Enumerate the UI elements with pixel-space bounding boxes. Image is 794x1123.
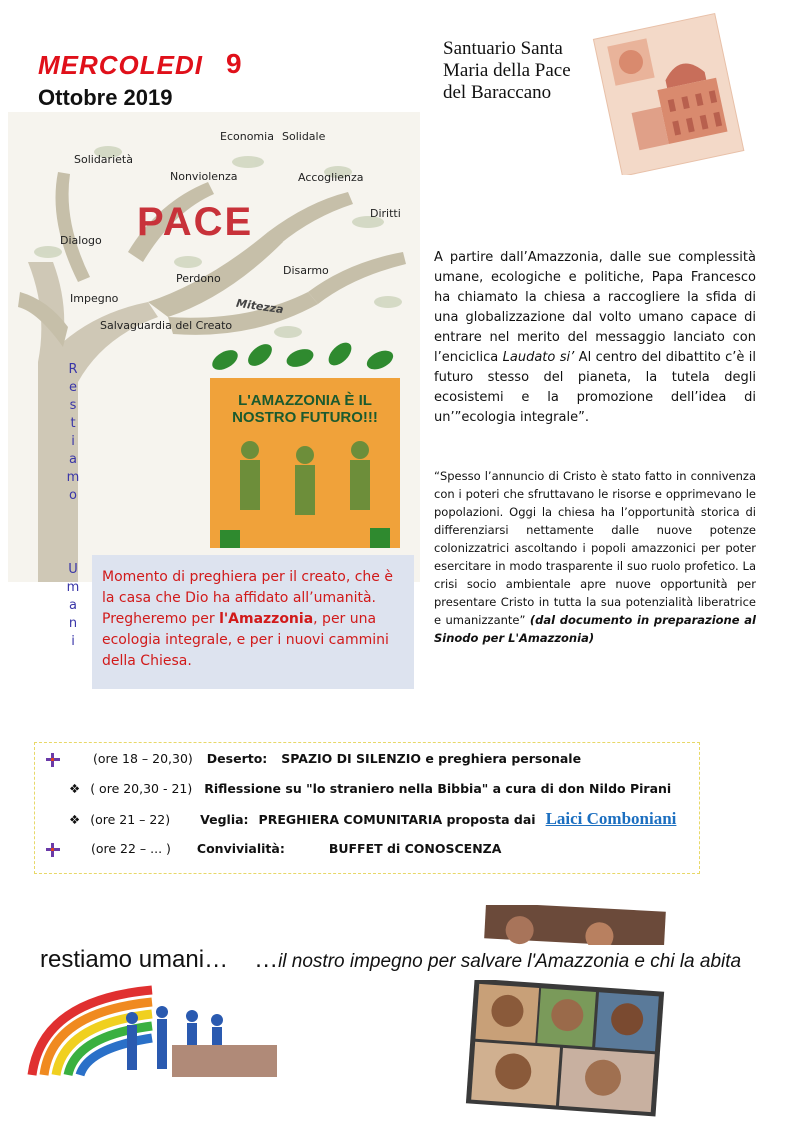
santuario-line-2: Maria della Pace	[443, 60, 571, 81]
intro-paragraph	[434, 248, 756, 428]
program-time: (ore 22 – ... )	[90, 841, 171, 856]
tree-word-salvaguardia: Salvaguardia del Creato	[100, 319, 233, 332]
santuario-title	[443, 38, 571, 104]
vertical-letter: i	[71, 434, 75, 449]
cross-bullet-icon	[45, 752, 61, 768]
vertical-letter: m	[66, 470, 80, 485]
footer-part-1: restiamo umani…	[40, 946, 229, 973]
vertical-letter: a	[69, 452, 77, 467]
pace-word: PACE	[137, 200, 254, 244]
tree-word-perdono: Perdono	[176, 272, 221, 285]
program-time: (ore 21 – 22)	[90, 812, 171, 827]
vertical-word-umani	[66, 561, 80, 651]
intro-text-a: A partire dall’Amazzonia, dalle sue complessità umane, ecologiche e politiche, Papa Francesco ha chiamato la chiesa a raccogliere la sfida di una globalizzazione dal volto umano capace di entrare nel merito del messaggio lanciato con l’enciclica	[434, 250, 756, 365]
vertical-letter: i	[71, 634, 75, 649]
tree-word-accoglienza: Accoglienza	[298, 171, 364, 184]
vertical-letter: t	[70, 416, 76, 431]
program-title: Deserto:	[206, 751, 268, 766]
tree-word-impegno: Impegno	[70, 292, 119, 305]
vertical-word-restiamo	[66, 361, 80, 505]
program-desc: BUFFET di CONOSCENZA	[328, 841, 502, 856]
cross-bullet-icon	[45, 842, 61, 858]
children-photo-top	[480, 905, 670, 945]
program-time: ( ore 20,30 - 21)	[90, 781, 193, 796]
santuario-line-1: Santuario Santa	[443, 38, 563, 59]
program-title: Convivialità:	[196, 841, 285, 856]
diamond-bullet-icon: ❖	[69, 781, 81, 796]
footer-slogan	[40, 946, 741, 974]
intro-italic: Laudato si’	[502, 350, 575, 365]
prayer-text	[102, 567, 408, 672]
quote-paragraph	[434, 467, 756, 647]
program-row-2	[69, 781, 671, 796]
tree-word-economia: Economia	[220, 130, 274, 143]
vertical-letter: n	[68, 616, 78, 631]
poster-title: L'AMAZZONIA È IL NOSTRO FUTURO!!!	[232, 392, 378, 426]
tree-word-mitezza: Mitezza	[235, 296, 285, 317]
program-row-3	[69, 809, 676, 829]
month-year: Ottobre 2019	[38, 85, 173, 110]
rainbow-people-logo	[22, 980, 282, 1080]
vertical-letter: U	[68, 562, 78, 577]
vertical-letter: s	[69, 398, 77, 413]
tree-word-dialogo: Dialogo	[60, 234, 102, 247]
poster-figures	[210, 430, 400, 548]
program-desc: PREGHIERA COMUNITARIA proposta dai	[258, 812, 536, 827]
program-row-1	[45, 751, 581, 768]
tree-word-diritti: Diritti	[370, 207, 401, 220]
program-row-4	[45, 841, 501, 858]
children-photo-collage	[465, 980, 670, 1117]
prayer-highlight: l'Amazzonia	[219, 611, 314, 627]
vertical-letter: a	[69, 598, 77, 613]
intro-text-b: Al centro del dibattito c’è il futuro stesso del pianeta, la tutela degli ecosistemi e la promozione dell’idea di un’”ecologia integrale”.	[434, 350, 756, 425]
quote-source: (dal documento in preparazione al Sinodo per L'Amazzonia)	[434, 613, 756, 645]
day-label: MERCOLEDI	[38, 50, 203, 80]
program-desc: SPAZIO DI SILENZIO e preghiera personale	[281, 751, 582, 766]
santuario-drawing	[588, 10, 748, 175]
vertical-letter: o	[69, 488, 77, 503]
santuario-line-3: del Baraccano	[443, 82, 552, 103]
diamond-bullet-icon: ❖	[69, 812, 81, 827]
program-box	[34, 742, 700, 874]
tree-word-solidarieta: Solidarietà	[74, 153, 133, 166]
vertical-letter: m	[66, 580, 80, 595]
footer-part-2: …	[254, 946, 279, 973]
program-time: (ore 18 – 20,30)	[92, 751, 193, 766]
prayer-text-2: , per una ecologia integrale, e per i nuovi cammini della Chiesa.	[102, 611, 389, 669]
vertical-letter: e	[69, 380, 77, 395]
poster-leaves	[205, 330, 405, 380]
program-desc: Riflessione su "lo straniero nella Bibbia" a cura di don Nildo Pirani	[204, 781, 672, 796]
day-number: 9	[226, 48, 243, 79]
tree-word-nonviolenza: Nonviolenza	[170, 170, 238, 183]
tree-word-disarmo: Disarmo	[283, 264, 329, 277]
laici-comboniani-link[interactable]: Laici Comboniani	[545, 809, 677, 828]
prayer-text-1: Momento di preghiera per il creato, che è la casa che Dio ha affidato all’umanità. Pregheremo per	[102, 569, 393, 627]
quote-text: “Spesso l’annuncio di Cristo è stato fatto in connivenza con i poteri che sfruttavano le risorse e opprimevano le popolazioni. Oggi la chiesa ha l’opportunità storica di differenziarsi nettamente dalle nuove potenze colonizzatrici ascoltando i popoli amazzonici per poter esercitare in modo trasparente il suo ruolo profetico. La crisi socio ambientale apre nuove opportunità per presentare Cristo in tutta la sua potenzialità liberatrice e umanizzante”	[434, 469, 756, 627]
footer-part-3: il nostro impegno per salvare l'Amazzonia e chi la abita	[278, 951, 742, 972]
program-title: Veglia:	[200, 812, 249, 827]
tree-word-solidale: Solidale	[282, 130, 326, 143]
vertical-letter: R	[68, 362, 78, 377]
